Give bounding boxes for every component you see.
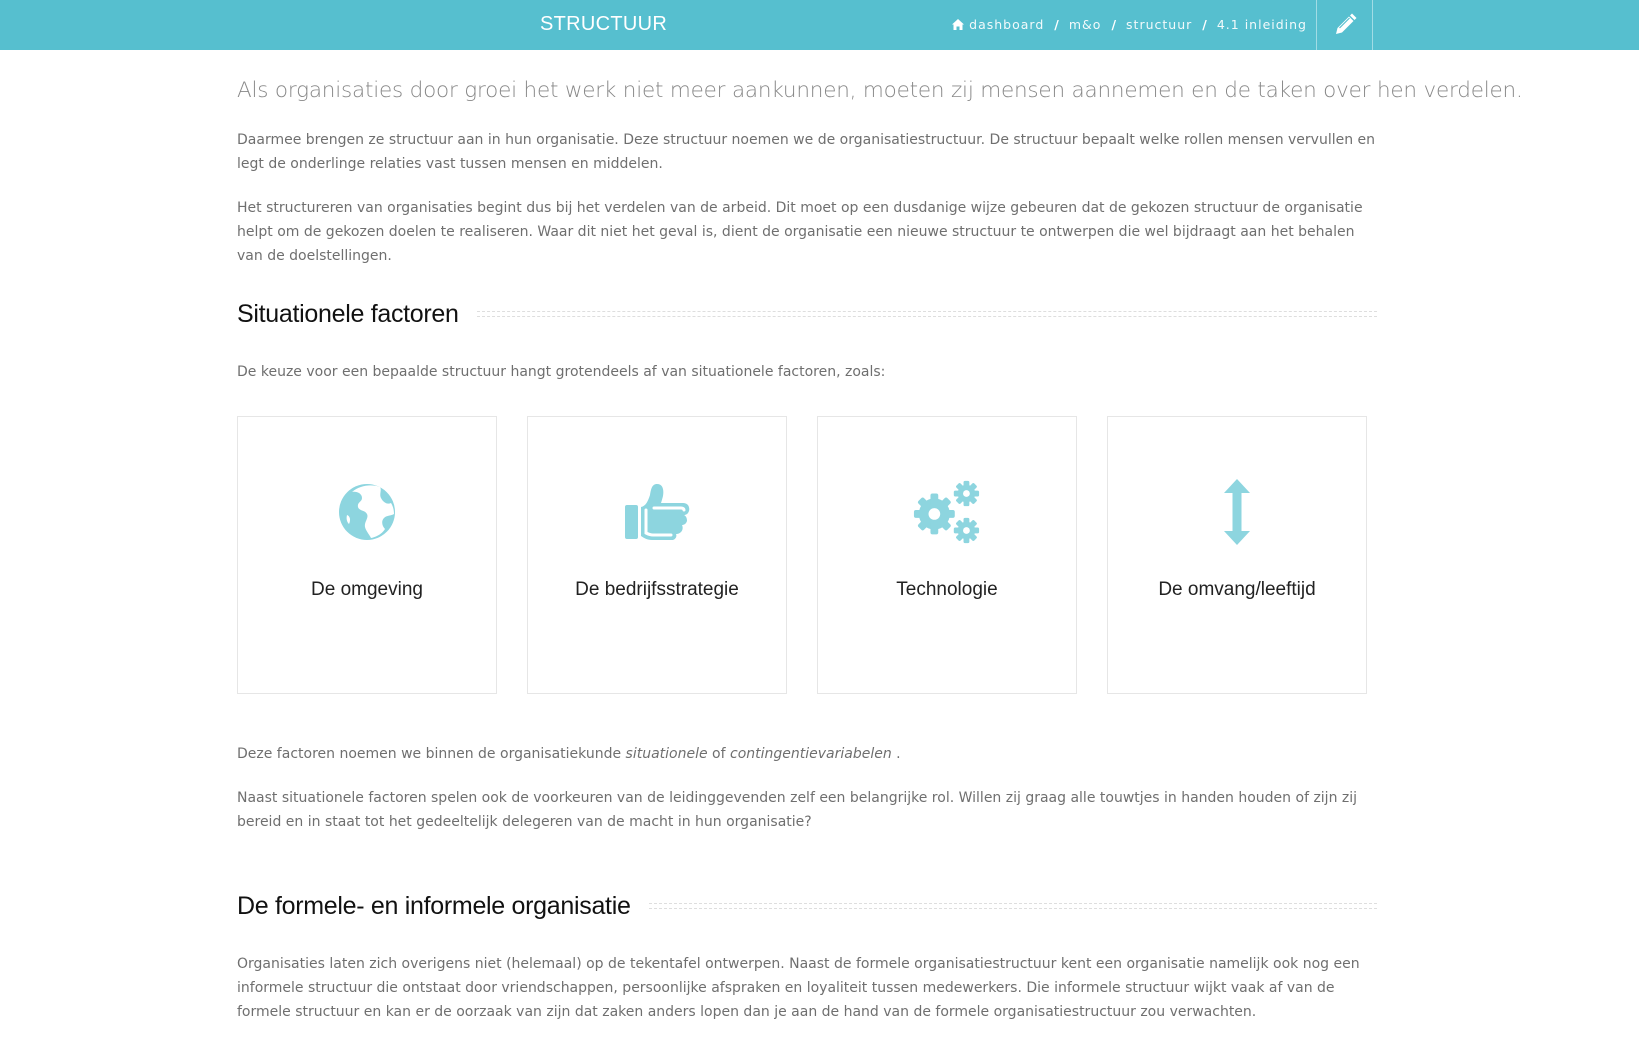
factors-text: of — [707, 746, 731, 762]
factor-label: Technologie — [896, 579, 998, 600]
factor-label: De bedrijfsstrategie — [575, 579, 739, 600]
section-title: De formele- en informele organisatie — [237, 891, 631, 920]
factor-card-technologie — [817, 416, 1077, 694]
top-bar — [0, 0, 1639, 50]
thumbs-up-icon — [622, 477, 692, 547]
main-content — [237, 74, 1523, 1044]
breadcrumb-separator: / — [1202, 17, 1207, 32]
intro-paragraph-1: Daarmee brengen ze structuur aan in hun organisatie. Deze structuur noemen we de organisatiestructuur. De structuur bepaalt welke rollen mensen vervullen en legt de onderlinge relaties vast tussen mensen en middelen. — [237, 132, 1376, 172]
home-icon — [952, 19, 964, 30]
factor-card-omvang — [1107, 416, 1367, 694]
breadcrumb — [952, 17, 1307, 32]
breadcrumb-m-en-o[interactable]: m&o — [1068, 17, 1102, 32]
edit-button[interactable] — [1316, 0, 1373, 50]
intro-paragraph-2: Het structureren van organisaties begint dus bij het verdelen van de arbeid. Dit moet op een dusdanige wijze gebeuren dat de gekozen structuur de organisatie helpt om de gekozen doelen te realiseren. Waar dit niet het geval is, dient de organisatie een nieuwe structuur te ontwerpen die wel bijdraagt aan het behalen van de doelstellingen. — [237, 200, 1363, 264]
globe-icon — [332, 477, 402, 547]
factor-card-omgeving — [237, 416, 497, 694]
factor-label: De omvang/leeftijd — [1158, 579, 1316, 600]
factors-text: Deze factoren noemen we binnen de organisatiekunde — [237, 746, 626, 762]
naast-paragraph: Naast situationele factoren spelen ook de voorkeuren van de leidinggevenden zelf een belangrijke rol. Willen zij graag alle touwtjes in handen houden of zijn zij bereid en in staat tot het gedeeltelijk delegeren van de macht in hun organisatie? — [237, 790, 1358, 830]
dashed-divider — [477, 311, 1377, 317]
term-situationele: situationele — [625, 746, 708, 762]
breadcrumb-separator: / — [1054, 17, 1059, 32]
factor-label: De omgeving — [311, 579, 423, 600]
term-contingentievariabelen: contingentievariabelen — [730, 746, 892, 762]
gears-icon — [912, 477, 982, 547]
breadcrumb-current: 4.1 inleiding — [1216, 17, 1307, 32]
vertical-arrows-icon — [1202, 477, 1272, 547]
breadcrumb-dashboard[interactable]: dashboard — [969, 17, 1045, 32]
formele-paragraph: Organisaties laten zich overigens niet (helemaal) op de tekentafel ontwerpen. Naast de formele organisatiestructuur kent een organisatie namelijk ook nog een informele structuur die ontstaat door vriendschappen, persoonlijke afspraken en loyaliteit tussen medewerkers. Die informele structuur wijkt vaak af van de formele structuur en kan er de oorzaak van zijn dat zaken anders lopen dan je aan de hand van de formele organisatiestructuur zou verwachten. — [237, 956, 1360, 1020]
factors-paragraph — [237, 742, 1377, 766]
section1-intro: De keuze voor een bepaalde structuur hangt grotendeels af van situationele factoren, zoals: — [237, 364, 886, 380]
factor-card-bedrijfsstrategie — [527, 416, 787, 694]
lead-paragraph: Als organisaties door groei het werk niet meer aankunnen, moeten zij mensen aannemen en de taken over hen verdelen. — [237, 78, 1523, 103]
breadcrumb-structuur[interactable]: structuur — [1126, 17, 1193, 32]
section-title: Situationele factoren — [237, 299, 459, 328]
factors-text: . — [891, 746, 901, 762]
section-heading-formele — [237, 886, 1377, 926]
factor-cards — [237, 416, 1377, 694]
page-title: STRUCTUUR — [540, 13, 668, 35]
section-heading-situationele — [237, 294, 1377, 334]
breadcrumb-separator: / — [1111, 17, 1117, 32]
pencil-icon — [1333, 13, 1357, 37]
dashed-divider — [649, 903, 1377, 909]
